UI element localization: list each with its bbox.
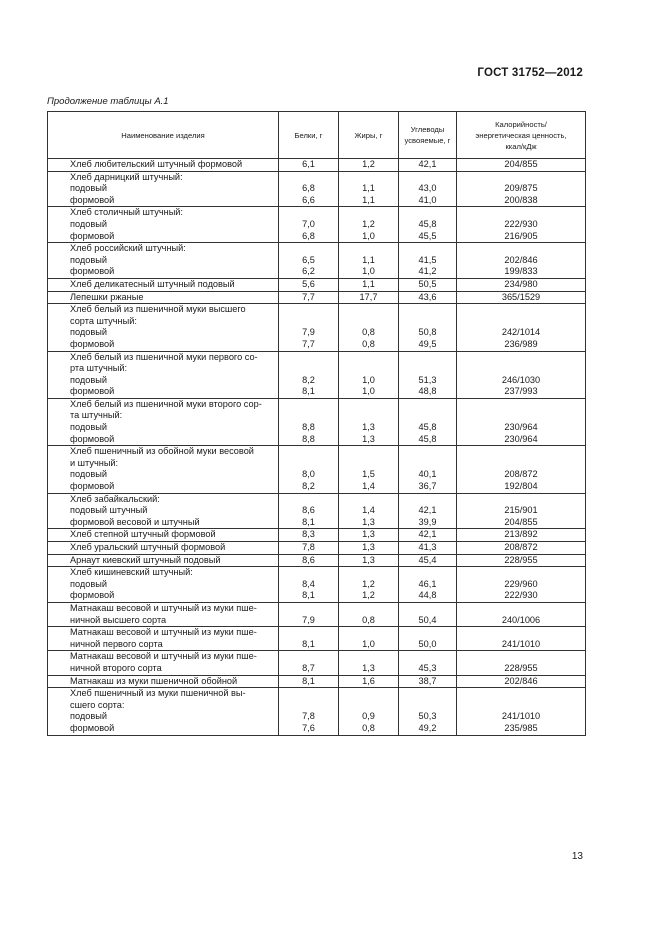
value-line: 241/1010 [501,638,541,649]
product-name-cell [48,493,279,529]
protein-cell [279,627,339,651]
value-line: 1,4 [362,481,375,492]
protein-cell [279,675,339,688]
value-line: 40,1 [418,469,437,480]
product-name-cell [48,159,279,172]
fat-cell [339,554,399,567]
product-name-cell [48,278,279,291]
fat-cell [339,651,399,675]
value-line: 45,4 [418,554,437,565]
product-name-line: Хлеб любительский штучный формовой [70,159,243,169]
product-name-line: Матнакаш весовой и штучный из муки пше- [70,651,257,662]
column-header-protein: Белки, г [279,112,339,159]
table-row [48,159,586,172]
value-line: 7,8 [302,711,315,722]
product-name-line: формовой [70,722,115,733]
product-name-line: формовой [70,590,115,601]
value-line: 7,7 [302,291,315,302]
value-line: 45,8 [418,218,437,229]
fat-cell [339,602,399,626]
value-line: 8,7 [302,662,315,673]
product-name-line: сорта штучный: [70,315,137,326]
protein-cell [279,529,339,542]
protein-cell [279,304,339,351]
value-line: 7,9 [302,327,315,338]
value-line: 1,0 [362,266,375,277]
value-line: 1,3 [362,542,375,552]
product-name-cell [48,304,279,351]
value-line: 41,0 [418,194,437,205]
protein-cell [279,171,339,207]
value-line: 43,0 [418,183,437,194]
table-row [48,542,586,555]
value-line: 7,6 [302,722,315,733]
value-line: 50,8 [418,327,437,338]
product-name-line: ничной первого сорта [70,638,163,649]
product-name-cell [48,207,279,243]
fat-cell [339,243,399,279]
product-name-line: формовой [70,266,115,277]
value-line: 41,5 [418,254,437,265]
product-name-line: подовый [70,183,107,194]
value-line: 1,5 [362,469,375,480]
value-line: 202/846 [504,254,538,265]
column-header-fat: Жиры, г [339,112,399,159]
value-line: 242/1014 [501,327,541,338]
product-name-cell [48,171,279,207]
value-line: 44,8 [418,590,437,601]
product-name-cell [48,675,279,688]
page-number: 13 [571,851,583,862]
product-name-cell [48,351,279,398]
product-name-line: формовой [70,481,115,492]
value-line: 1,3 [362,529,375,540]
energy-cell [457,529,586,542]
table-row [48,446,586,493]
energy-cell [457,675,586,688]
column-header-carbs: Углеводы усвояемые, г [399,112,457,159]
value-line: 38,7 [418,675,437,686]
product-name-line: формовой [70,194,115,205]
protein-cell [279,446,339,493]
fat-cell [339,688,399,735]
product-name-line: формовой [70,338,115,349]
carbs-cell [399,398,457,445]
value-line: 8,3 [302,529,315,540]
energy-cell [457,493,586,529]
value-line: 235/985 [504,722,538,733]
value-line: 8,2 [302,481,315,492]
table-row [48,493,586,529]
value-line: 1,3 [362,554,375,565]
fat-cell [339,291,399,304]
value-line: 6,8 [302,183,315,194]
product-name-line: подовый [70,711,107,722]
product-name-cell [48,529,279,542]
carbs-cell [399,675,457,688]
energy-cell [457,398,586,445]
product-name-cell [48,602,279,626]
value-line: 6,8 [302,230,315,241]
energy-cell [457,291,586,304]
product-name-cell [48,554,279,567]
table-row [48,304,586,351]
value-line: 1,1 [362,183,375,194]
energy-cell [457,651,586,675]
value-line: 50,5 [418,278,437,289]
value-line: 1,2 [362,578,375,589]
carbs-cell [399,542,457,555]
value-line: 1,0 [362,638,375,649]
product-name-line: Хлеб белый из пшеничной муки первого со- [70,351,258,362]
product-name-line: та штучный: [70,410,123,421]
value-line: 199/833 [504,266,538,277]
carbs-cell [399,171,457,207]
value-line: 6,1 [302,159,315,169]
energy-cell [457,446,586,493]
protein-cell [279,351,339,398]
carbs-cell [399,243,457,279]
table-row [48,529,586,542]
value-line: 204/855 [504,516,538,527]
protein-cell [279,207,339,243]
value-line: 17,7 [359,291,378,302]
value-line: 1,6 [362,675,375,686]
value-line: 216/905 [504,230,538,241]
value-line: 42,1 [418,505,437,516]
value-line: 213/892 [504,529,538,540]
value-line: 8,8 [302,422,315,433]
value-line: 41,3 [418,542,437,552]
table-row [48,243,586,279]
carbs-cell [399,627,457,651]
energy-cell [457,351,586,398]
value-line: 236/989 [504,338,538,349]
product-name-line: формовой [70,386,115,397]
product-name-line: рта штучный: [70,363,128,374]
value-line: 8,4 [302,578,315,589]
product-name-line: формовой весовой и штучный [70,516,200,527]
document-code: ГОСТ 31752—2012 [477,67,583,79]
value-line: 6,2 [302,266,315,277]
fat-cell [339,159,399,172]
carbs-cell [399,304,457,351]
value-line: 1,1 [362,194,375,205]
protein-cell [279,291,339,304]
value-line: 41,2 [418,266,437,277]
product-name-line: и штучный: [70,457,119,468]
value-line: 1,4 [362,505,375,516]
product-name-cell [48,567,279,603]
value-line: 45,3 [418,662,437,673]
fat-cell [339,278,399,291]
fat-cell [339,398,399,445]
table-body [48,159,586,736]
value-line: 204/855 [504,159,538,169]
table-row [48,291,586,304]
product-name-line: подовый [70,422,107,433]
product-name-line: Хлеб забайкальский: [70,493,160,504]
value-line: 8,1 [302,386,315,397]
protein-cell [279,542,339,555]
value-line: 8,0 [302,469,315,480]
value-line: 50,4 [418,614,437,625]
product-name-line: Матнакаш весовой и штучный из муки пше- [70,602,257,613]
energy-cell [457,602,586,626]
product-name-line: сшего сорта: [70,699,125,710]
product-name-line: Хлеб уральский штучный формовой [70,542,226,552]
product-name-line: подовый штучный [70,505,148,516]
protein-cell [279,688,339,735]
protein-cell [279,651,339,675]
fat-cell [339,207,399,243]
value-line: 192/804 [504,481,538,492]
fat-cell [339,567,399,603]
value-line: 237/993 [504,386,538,397]
value-line: 1,3 [362,433,375,444]
protein-cell [279,243,339,279]
value-line: 50,3 [418,711,437,722]
value-line: 49,5 [418,338,437,349]
product-name-line: Арнаут киевский штучный подовый [70,554,221,565]
value-line: 48,8 [418,386,437,397]
product-name-line: Хлеб дарницкий штучный: [70,171,183,182]
value-line: 234/980 [504,278,538,289]
table-row [48,171,586,207]
value-line: 6,5 [302,254,315,265]
value-line: 222/930 [504,590,538,601]
product-name-cell [48,627,279,651]
carbs-cell [399,567,457,603]
table-row [48,567,586,603]
energy-cell [457,567,586,603]
column-header-name: Наименование изделия [48,112,279,159]
fat-cell [339,304,399,351]
value-line: 42,1 [418,529,437,540]
energy-cell [457,207,586,243]
value-line: 0,8 [362,614,375,625]
value-line: 6,6 [302,194,315,205]
value-line: 0,8 [362,722,375,733]
product-name-line: Хлеб белый из пшеничной муки второго сор- [70,398,262,409]
product-name-line: Хлеб российский штучный: [70,243,186,254]
carbs-cell [399,602,457,626]
carbs-cell [399,351,457,398]
protein-cell [279,493,339,529]
product-name-line: подовый [70,578,107,589]
value-line: 8,8 [302,433,315,444]
value-line: 365/1529 [501,291,541,302]
value-line: 8,6 [302,554,315,565]
value-line: 0,8 [362,338,375,349]
product-name-cell [48,398,279,445]
value-line: 1,0 [362,230,375,241]
product-name-line: Матнакаш весовой и штучный из муки пше- [70,627,257,638]
product-name-line: ничной второго сорта [70,662,162,673]
value-line: 5,6 [302,278,315,289]
table-row [48,627,586,651]
value-line: 36,7 [418,481,437,492]
value-line: 46,1 [418,578,437,589]
nutrition-table [47,111,586,736]
value-line: 209/875 [504,183,538,194]
value-line: 1,3 [362,662,375,673]
value-line: 8,6 [302,505,315,516]
value-line: 208/872 [504,542,538,552]
table-row [48,651,586,675]
protein-cell [279,278,339,291]
table-row [48,351,586,398]
product-name-line: Хлеб деликатесный штучный подовый [70,278,235,289]
fat-cell [339,493,399,529]
product-name-cell [48,542,279,555]
value-line: 0,9 [362,711,375,722]
column-header-energy: Калорийность/ энергетическая ценность, ккал/кДж [457,112,586,159]
product-name-line: подовый [70,254,107,265]
value-line: 0,8 [362,327,375,338]
product-name-line: ничной высшего сорта [70,614,167,625]
fat-cell [339,446,399,493]
value-line: 39,9 [418,516,437,527]
carbs-cell [399,446,457,493]
table-header-row [48,112,586,159]
table-row [48,675,586,688]
protein-cell [279,398,339,445]
value-line: 200/838 [504,194,538,205]
value-line: 50,0 [418,638,437,649]
product-name-line: формовой [70,433,115,444]
value-line: 7,8 [302,542,315,552]
product-name-line: формовой [70,230,115,241]
value-line: 42,1 [418,159,437,169]
carbs-cell [399,159,457,172]
carbs-cell [399,291,457,304]
value-line: 1,3 [362,516,375,527]
fat-cell [339,351,399,398]
product-name-line: Хлеб пшеничный из муки пшеничной вы- [70,688,246,699]
energy-cell [457,243,586,279]
value-line: 45,5 [418,230,437,241]
value-line: 1,2 [362,159,375,169]
value-line: 1,3 [362,422,375,433]
value-line: 230/964 [504,422,538,433]
product-name-line: подовый [70,469,107,480]
product-name-line: Матнакаш из муки пшеничной обойной [70,675,238,686]
value-line: 246/1030 [501,374,541,385]
table-row [48,602,586,626]
value-line: 215/901 [504,505,538,516]
product-name-line: Хлеб белый из пшеничной муки высшего [70,304,246,315]
value-line: 202/846 [504,675,538,686]
value-line: 1,0 [362,374,375,385]
product-name-line: Хлеб столичный штучный: [70,207,183,218]
value-line: 8,2 [302,374,315,385]
value-line: 229/960 [504,578,538,589]
value-line: 240/1006 [501,614,541,625]
value-line: 8,1 [302,675,315,686]
carbs-cell [399,554,457,567]
energy-cell [457,542,586,555]
energy-cell [457,627,586,651]
value-line: 51,3 [418,374,437,385]
protein-cell [279,567,339,603]
fat-cell [339,171,399,207]
table-row [48,554,586,567]
product-name-line: Хлеб степной штучный формовой [70,529,216,540]
energy-cell [457,304,586,351]
value-line: 228/955 [504,662,538,673]
value-line: 8,1 [302,590,315,601]
carbs-cell [399,207,457,243]
value-line: 7,7 [302,338,315,349]
carbs-cell [399,529,457,542]
carbs-cell [399,688,457,735]
fat-cell [339,542,399,555]
value-line: 1,1 [362,278,375,289]
table-row [48,207,586,243]
value-line: 1,2 [362,590,375,601]
value-line: 230/964 [504,433,538,444]
value-line: 8,1 [302,516,315,527]
energy-cell [457,278,586,291]
energy-cell [457,554,586,567]
value-line: 45,8 [418,422,437,433]
product-name-line: Хлеб пшеничный из обойной муки весовой [70,446,254,457]
fat-cell [339,675,399,688]
protein-cell [279,159,339,172]
product-name-line: Лепешки ржаные [70,291,144,302]
table-row [48,278,586,291]
value-line: 8,1 [302,638,315,649]
product-name-cell [48,688,279,735]
value-line: 1,2 [362,218,375,229]
value-line: 45,8 [418,433,437,444]
product-name-cell [48,291,279,304]
protein-cell [279,602,339,626]
product-name-line: Хлеб кишиневский штучный: [70,567,193,578]
energy-cell [457,159,586,172]
value-line: 228/955 [504,554,538,565]
carbs-cell [399,493,457,529]
product-name-cell [48,243,279,279]
carbs-cell [399,278,457,291]
value-line: 49,2 [418,722,437,733]
value-line: 208/872 [504,469,538,480]
table-row [48,398,586,445]
fat-cell [339,627,399,651]
product-name-cell [48,651,279,675]
protein-cell [279,554,339,567]
carbs-cell [399,651,457,675]
value-line: 1,0 [362,386,375,397]
fat-cell [339,529,399,542]
value-line: 222/930 [504,218,538,229]
value-line: 7,0 [302,218,315,229]
product-name-line: подовый [70,374,107,385]
table-caption: Продолжение таблицы А.1 [47,96,169,107]
value-line: 241/1010 [501,711,541,722]
product-name-line: подовый [70,218,107,229]
value-line: 43,6 [418,291,437,302]
product-name-cell [48,446,279,493]
table-row [48,688,586,735]
energy-cell [457,171,586,207]
energy-cell [457,688,586,735]
value-line: 1,1 [362,254,375,265]
value-line: 7,9 [302,614,315,625]
product-name-line: подовый [70,327,107,338]
